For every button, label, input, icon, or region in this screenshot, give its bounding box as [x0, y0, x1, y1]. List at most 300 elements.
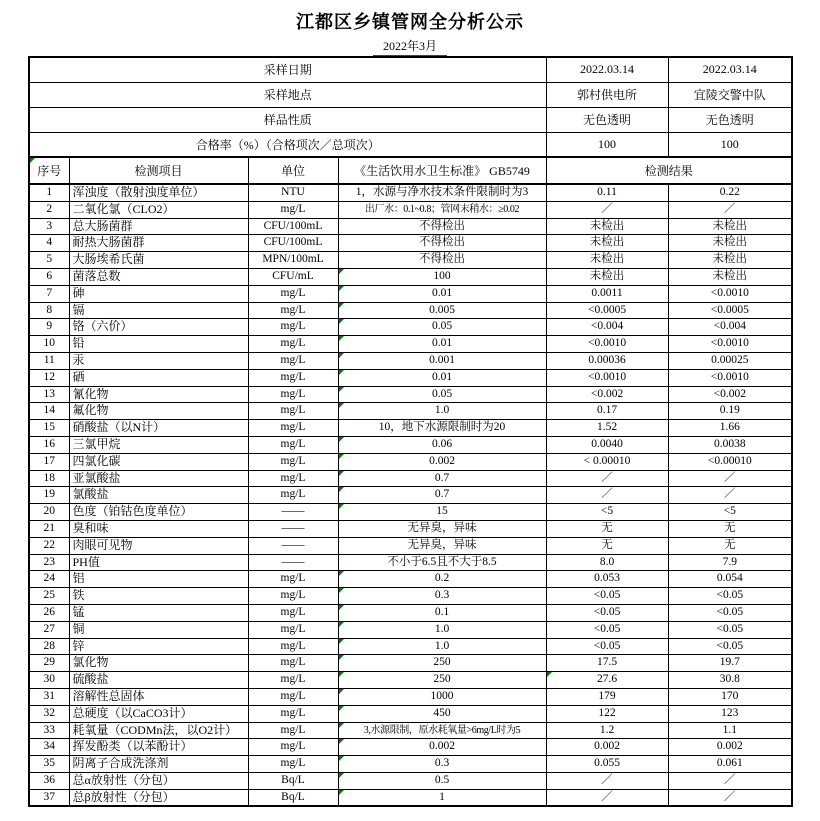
result-1-text: <0.0005 [587, 303, 627, 316]
row-number [29, 184, 69, 201]
standard-limit-text: 1 [439, 790, 445, 803]
item-name [69, 369, 248, 386]
row-number-text: 11 [43, 353, 55, 366]
item-name-text: 铝 [72, 571, 85, 586]
table-row [29, 554, 792, 571]
standard-limit [338, 336, 546, 353]
table-row [29, 302, 792, 319]
item-name-text: 硒 [72, 369, 85, 384]
result-1 [546, 756, 668, 773]
row-number-text: 1 [46, 186, 53, 198]
result-2 [668, 201, 792, 218]
result-1 [546, 386, 668, 403]
unit [248, 487, 338, 504]
row-number-text: 24 [43, 572, 55, 585]
unit [248, 436, 338, 453]
unit-text: mg/L [280, 387, 306, 400]
unit-text: mg/L [280, 303, 306, 316]
result-2 [668, 268, 792, 285]
standard-limit-text: 250 [433, 673, 451, 686]
item-name [69, 688, 248, 705]
table-row [29, 235, 792, 252]
standard-limit [338, 201, 546, 218]
flag-triangle-icon [339, 605, 344, 610]
result-1 [546, 184, 668, 201]
result-1 [546, 722, 668, 739]
result-2-text: 30.8 [719, 673, 740, 686]
result-1 [546, 487, 668, 504]
table-row [29, 201, 792, 218]
table-row [29, 352, 792, 369]
standard-limit [338, 436, 546, 453]
info-value-1: 100 [546, 132, 668, 157]
result-2-text: <0.05 [716, 605, 744, 618]
result-1 [546, 638, 668, 655]
item-name [69, 420, 248, 437]
unit-text: mg/L [280, 437, 306, 450]
row-number-text: 25 [43, 589, 55, 602]
result-1-text: 17.5 [596, 656, 618, 669]
table-row [29, 672, 792, 689]
row-number [29, 722, 69, 739]
standard-limit [338, 504, 546, 521]
row-number [29, 504, 69, 521]
unit [248, 688, 338, 705]
result-1-text: 0.0011 [591, 286, 623, 299]
result-1 [546, 352, 668, 369]
result-2 [668, 537, 792, 554]
row-number-text: 9 [46, 320, 53, 333]
row-number [29, 302, 69, 319]
table-row [29, 571, 792, 588]
table-row [29, 520, 792, 537]
unit [248, 739, 338, 756]
unit-text: mg/L [280, 740, 306, 753]
row-number-text: 31 [43, 689, 55, 702]
item-name [69, 218, 248, 235]
unit [248, 705, 338, 722]
result-2-text: ／ [724, 773, 736, 786]
unit-text: —— [281, 505, 305, 518]
table-row [29, 184, 792, 201]
column-header-row [29, 157, 792, 184]
result-2 [668, 336, 792, 353]
standard-limit [338, 705, 546, 722]
item-name-text: 总α放射性（分包） [72, 772, 175, 787]
unit [248, 302, 338, 319]
result-2 [668, 218, 792, 235]
result-1 [546, 420, 668, 437]
result-2-text: 1.66 [719, 421, 740, 434]
unit-text: mg/L [280, 622, 306, 635]
item-name [69, 504, 248, 521]
row-number-text: 26 [43, 605, 55, 618]
item-name-text: 大肠埃希氏菌 [72, 252, 145, 267]
unit-text: mg/L [280, 639, 306, 652]
unit [248, 504, 338, 521]
item-name-text: 挥发酚类（以苯酚计） [72, 739, 193, 754]
result-2-text: ／ [724, 471, 736, 484]
standard-limit [338, 588, 546, 605]
row-number [29, 436, 69, 453]
row-number-text: 2 [46, 202, 53, 215]
result-1-text: 未检出 [589, 269, 625, 282]
item-name-text: 三氯甲烷 [72, 436, 121, 451]
result-2-text: <5 [723, 505, 736, 518]
result-1 [546, 336, 668, 353]
standard-limit-text: 3,水源限制，原水耗氧量>6mg/L时为5 [363, 724, 521, 736]
row-number-text: 30 [43, 673, 55, 686]
standard-limit-text: 1，水源与净水技术条件限制时为3 [355, 186, 529, 198]
result-2 [668, 756, 792, 773]
item-name [69, 588, 248, 605]
result-1-text: ／ [601, 488, 613, 501]
item-name [69, 319, 248, 336]
standard-limit [338, 571, 546, 588]
unit-text: mg/L [280, 689, 306, 702]
standard-limit-text: 0.002 [429, 740, 455, 753]
result-1 [546, 588, 668, 605]
unit-text: CFU/100mL [263, 219, 323, 232]
item-name-text: 臭和味 [72, 520, 109, 535]
row-number-text: 22 [43, 538, 55, 551]
unit-text: mg/L [280, 202, 306, 215]
unit-text: NTU [281, 186, 305, 198]
unit [248, 386, 338, 403]
result-1 [546, 705, 668, 722]
result-2-text: 123 [721, 706, 739, 719]
result-2 [668, 588, 792, 605]
col-header-item: 检测项目 [69, 157, 248, 184]
result-1-text: ／ [601, 471, 613, 484]
standard-limit-text: 不小于6.5且不大于8.5 [387, 555, 497, 568]
result-1-text: 0.055 [594, 757, 620, 770]
item-name [69, 621, 248, 638]
result-2-text: 未检出 [712, 236, 748, 249]
result-2 [668, 453, 792, 470]
row-number [29, 319, 69, 336]
unit-text: mg/L [280, 454, 306, 467]
flag-triangle-icon [339, 588, 344, 593]
standard-limit [338, 319, 546, 336]
flag-triangle-icon [339, 689, 344, 694]
result-2-text: 7.9 [722, 555, 737, 568]
unit [248, 336, 338, 353]
info-label: 样品性质 [29, 107, 546, 132]
unit-text: CFU/100mL [263, 236, 323, 249]
table-row [29, 470, 792, 487]
item-name [69, 201, 248, 218]
row-number-text: 15 [43, 421, 55, 434]
item-name [69, 235, 248, 252]
row-number-text: 21 [43, 521, 55, 534]
result-2-text: <0.05 [716, 589, 744, 602]
info-value-2: 无色透明 [668, 107, 792, 132]
result-2 [668, 621, 792, 638]
row-number-text: 18 [43, 471, 55, 484]
table-row [29, 436, 792, 453]
unit [248, 403, 338, 420]
flag-triangle-icon [339, 370, 344, 375]
result-1 [546, 621, 668, 638]
result-1 [546, 403, 668, 420]
unit [248, 537, 338, 554]
result-1-text: 0.17 [596, 404, 618, 417]
item-name-text: 菌落总数 [72, 268, 121, 283]
flag-triangle-icon [339, 723, 344, 728]
item-name-text: 耐热大肠菌群 [72, 235, 145, 250]
unit [248, 268, 338, 285]
standard-limit [338, 722, 546, 739]
unit-text: Bq/L [281, 773, 305, 786]
item-name [69, 285, 248, 302]
unit [248, 604, 338, 621]
flag-triangle-icon [339, 622, 344, 627]
row-number [29, 403, 69, 420]
standard-limit-text: 不得检出 [419, 236, 465, 249]
result-2 [668, 302, 792, 319]
result-2 [668, 772, 792, 789]
unit-text: mg/L [280, 337, 306, 350]
result-1-text: 27.6 [596, 673, 618, 686]
standard-limit-text: 不得检出 [419, 253, 465, 266]
flag-triangle-icon [339, 639, 344, 644]
result-1-text: <0.0010 [587, 370, 627, 383]
item-name-text: 氯化物 [72, 655, 109, 670]
table-row [29, 386, 792, 403]
flag-triangle-icon [339, 504, 344, 509]
unit [248, 588, 338, 605]
row-number-text: 35 [43, 757, 55, 770]
result-1 [546, 319, 668, 336]
result-2 [668, 504, 792, 521]
table-row [29, 772, 792, 789]
standard-limit-text: 0.01 [431, 286, 453, 299]
item-name [69, 672, 248, 689]
result-2 [668, 571, 792, 588]
col-header-no: 序号 [29, 157, 69, 184]
result-1-text: 179 [598, 689, 616, 702]
result-2 [668, 554, 792, 571]
table-row [29, 285, 792, 302]
unit-text: —— [281, 538, 305, 551]
result-1 [546, 672, 668, 689]
standard-limit-text: 1.0 [434, 404, 450, 417]
result-2-text: 未检出 [712, 269, 748, 282]
result-2-text: <0.0010 [710, 370, 749, 383]
item-name-text: 铅 [72, 336, 85, 351]
standard-limit [338, 453, 546, 470]
result-2 [668, 369, 792, 386]
row-number [29, 554, 69, 571]
unit [248, 571, 338, 588]
result-1-text: <0.0010 [587, 337, 627, 350]
row-number [29, 588, 69, 605]
unit-text: mg/L [280, 673, 306, 686]
item-name-text: 砷 [72, 285, 85, 300]
result-1 [546, 688, 668, 705]
flag-triangle-icon [339, 790, 344, 795]
result-2-text: <0.002 [713, 387, 746, 400]
standard-limit-text: 0.01 [431, 337, 453, 350]
row-number-text: 8 [46, 303, 53, 316]
item-name [69, 302, 248, 319]
result-2 [668, 235, 792, 252]
standard-limit-text: 出厂水：0.1~0.8；管网末稍水：≥0.02 [364, 203, 520, 215]
table-row [29, 638, 792, 655]
flag-triangle-icon [339, 454, 344, 459]
table-row [29, 655, 792, 672]
info-label: 合格率（%）（合格项次／总项次） [29, 132, 546, 157]
item-name-text: 氰化物 [72, 386, 109, 401]
row-number-text: 33 [43, 723, 55, 736]
result-1 [546, 285, 668, 302]
row-number [29, 453, 69, 470]
standard-limit-text: 0.05 [431, 387, 453, 400]
standard-limit [338, 520, 546, 537]
result-1-text: 1.52 [596, 421, 618, 434]
item-name [69, 336, 248, 353]
flag-triangle-icon [339, 269, 344, 274]
info-value-1: 2022.03.14 [546, 57, 668, 82]
item-name-text: 锌 [72, 638, 85, 653]
unit [248, 722, 338, 739]
item-name [69, 403, 248, 420]
result-2 [668, 722, 792, 739]
item-name-text: 浑浊度（散射浊度单位） [72, 185, 205, 199]
result-2-text: 170 [721, 689, 739, 702]
unit [248, 218, 338, 235]
result-1-text: <0.05 [593, 605, 621, 618]
standard-limit [338, 789, 546, 806]
item-name [69, 638, 248, 655]
result-1-text: 0.00036 [588, 353, 626, 366]
standard-limit-text: 0.01 [431, 370, 453, 383]
result-1 [546, 504, 668, 521]
result-2-text: ／ [724, 790, 736, 803]
unit [248, 285, 338, 302]
result-1-text: ／ [601, 773, 613, 786]
result-1-text: < 0.00010 [583, 454, 631, 467]
result-1 [546, 453, 668, 470]
result-2-text: <0.0005 [710, 303, 749, 316]
item-name-text: 汞 [72, 352, 85, 367]
table-row [29, 537, 792, 554]
unit [248, 453, 338, 470]
unit-text: CFU/mL [272, 269, 314, 282]
item-name [69, 655, 248, 672]
flag-triangle-icon [339, 387, 344, 392]
row-number-text: 29 [43, 656, 55, 669]
row-number-text: 3 [46, 219, 53, 232]
unit [248, 520, 338, 537]
standard-limit [338, 285, 546, 302]
result-1-text: 0.0040 [591, 437, 623, 450]
result-1 [546, 739, 668, 756]
item-name-text: 色度（铂钴色度单位） [72, 504, 193, 519]
result-2-text: <0.0010 [710, 286, 749, 299]
result-1-text: ／ [601, 202, 613, 215]
flag-triangle-icon [339, 403, 344, 408]
result-2-text: 0.054 [716, 572, 743, 585]
item-name-text: 铬（六价） [72, 319, 133, 334]
unit-text: MPN/100mL [262, 253, 324, 266]
result-2 [668, 520, 792, 537]
flag-triangle-icon [339, 437, 344, 442]
unit-text: mg/L [280, 605, 306, 618]
standard-limit-text: 0.001 [429, 353, 455, 366]
result-1 [546, 520, 668, 537]
row-number-text: 27 [43, 622, 55, 635]
flag-triangle-icon [339, 672, 344, 677]
result-2 [668, 403, 792, 420]
item-name-text: 铜 [72, 621, 85, 636]
row-number-text: 7 [46, 286, 53, 299]
flag-triangle-icon [339, 336, 344, 341]
result-1 [546, 218, 668, 235]
row-number-text: 5 [46, 253, 53, 266]
result-1-text: <5 [600, 505, 614, 518]
result-1-text: 无 [601, 538, 613, 551]
item-name-text: 溶解性总固体 [72, 688, 145, 703]
item-name-text: 总大肠菌群 [72, 218, 133, 233]
col-header-unit: 单位 [248, 157, 338, 184]
table-row [29, 756, 792, 773]
standard-limit [338, 487, 546, 504]
flag-triangle-icon [339, 706, 344, 711]
result-1 [546, 571, 668, 588]
standard-limit [338, 772, 546, 789]
result-1-text: 122 [598, 706, 616, 719]
item-name-text: 氟化物 [72, 403, 109, 418]
unit-text: mg/L [280, 757, 306, 770]
result-2 [668, 789, 792, 806]
table-row [29, 268, 792, 285]
flag-triangle-icon [339, 756, 344, 761]
row-number [29, 772, 69, 789]
standard-limit-text: 不得检出 [419, 219, 465, 232]
row-number [29, 285, 69, 302]
row-number [29, 705, 69, 722]
unit-text: mg/L [280, 353, 306, 366]
result-2-text: 0.002 [716, 740, 743, 753]
row-number [29, 537, 69, 554]
unit-text: mg/L [280, 589, 306, 602]
result-1 [546, 604, 668, 621]
row-number [29, 252, 69, 269]
item-name [69, 739, 248, 756]
info-label: 采样地点 [29, 82, 546, 107]
unit [248, 621, 338, 638]
unit-text: mg/L [280, 286, 306, 299]
info-label: 采样日期 [29, 57, 546, 82]
item-name [69, 722, 248, 739]
result-2 [668, 604, 792, 621]
standard-limit [338, 756, 546, 773]
table-row [29, 739, 792, 756]
standard-limit-text: 0.2 [434, 572, 450, 585]
row-number [29, 235, 69, 252]
page-title: 江都区乡镇管网全分析公示 [296, 12, 524, 32]
row-number-text: 32 [43, 706, 55, 719]
row-number-text: 23 [43, 555, 55, 568]
result-2-text: ／ [724, 202, 736, 215]
row-number [29, 688, 69, 705]
result-2 [668, 688, 792, 705]
standard-limit [338, 672, 546, 689]
row-number [29, 420, 69, 437]
result-2 [668, 319, 792, 336]
